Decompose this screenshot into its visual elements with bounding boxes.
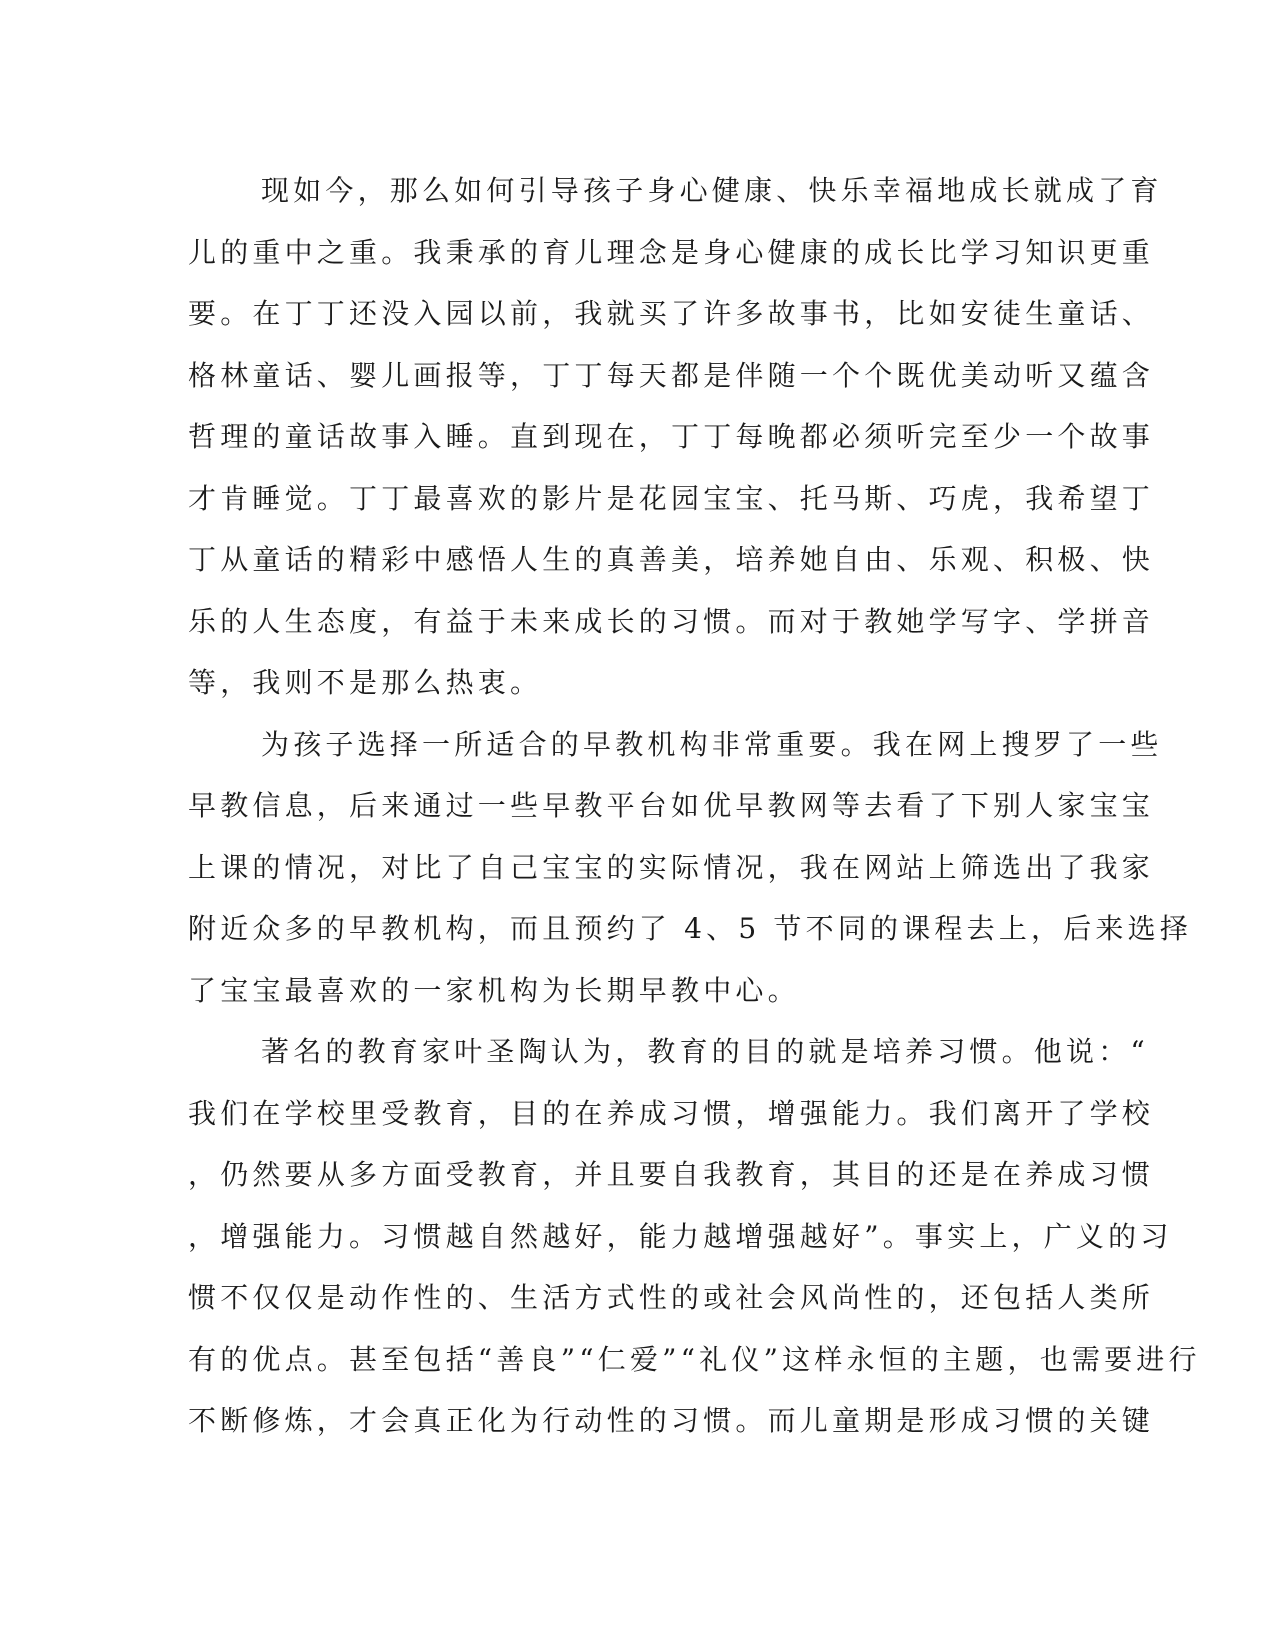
paragraph-2 [188, 714, 1193, 1022]
paragraph-1 [188, 160, 1163, 714]
text-line: 附近众多的早教机构，而且预约了 4、5 节不同的课程去上，后来选择 [188, 912, 1193, 945]
text-line: 有的优点。甚至包括“善良”“仁爱”“礼仪”这样永恒的主题，也需要进行 [188, 1342, 1201, 1376]
text-line: 不断修炼，才会真正化为行动性的习惯。而儿童期是形成习惯的关键 [188, 1404, 1155, 1437]
text-line: 上课的情况，对比了自己宝宝的实际情况，我在网站上筛选出了我家 [188, 850, 1155, 884]
text-line: 格林童话、婴儿画报等，丁丁每天都是伴随一个个既优美动听又蕴含 [188, 358, 1155, 392]
text-line: 儿的重中之重。我秉承的育儿理念是身心健康的成长比学习知识更重 [188, 235, 1155, 269]
text-line: 著名的教育家叶圣陶认为，教育的目的就是培养习惯。他说：“ [261, 1035, 1149, 1068]
text-line: 等，我则不是那么热衷。 [188, 666, 543, 699]
body-text [188, 160, 1201, 1452]
text-line: ，增强能力。习惯越自然越好，能力越增强越好”。事实上，广义的习 [188, 1219, 1173, 1253]
text-line: 我们在学校里受教育，目的在养成习惯，增强能力。我们离开了学校 [188, 1096, 1155, 1130]
text-line: 乐的人生态度，有益于未来成长的习惯。而对于教她学写字、学拼音 [188, 604, 1155, 638]
text-line: 了宝宝最喜欢的一家机构为长期早教中心。 [188, 973, 800, 1007]
text-line: 哲理的童话故事入睡。直到现在，丁丁每晚都必须听完至少一个故事 [188, 420, 1155, 453]
text-line: ，仍然要从多方面受教育，并且要自我教育，其目的还是在养成习惯 [188, 1158, 1155, 1191]
text-line: 才肯睡觉。丁丁最喜欢的影片是花园宝宝、托马斯、巧虎，我希望丁 [188, 481, 1155, 515]
text-line: 丁从童话的精彩中感悟人生的真善美，培养她自由、乐观、积极、快 [188, 543, 1155, 576]
text-line: 现如今，那么如何引导孩子身心健康、快乐幸福地成长就成了育 [261, 174, 1163, 207]
text-line: 为孩子选择一所适合的早教机构非常重要。我在网上搜罗了一些 [261, 727, 1163, 761]
text-line: 早教信息，后来通过一些早教平台如优早教网等去看了下别人家宝宝 [188, 789, 1155, 822]
text-line: 惯不仅仅是动作性的、生活方式性的或社会风尚性的，还包括人类所 [188, 1281, 1155, 1314]
paragraph-3 [188, 1021, 1201, 1452]
text-line: 要。在丁丁还没入园以前，我就买了许多故事书，比如安徒生童话、 [188, 297, 1155, 330]
